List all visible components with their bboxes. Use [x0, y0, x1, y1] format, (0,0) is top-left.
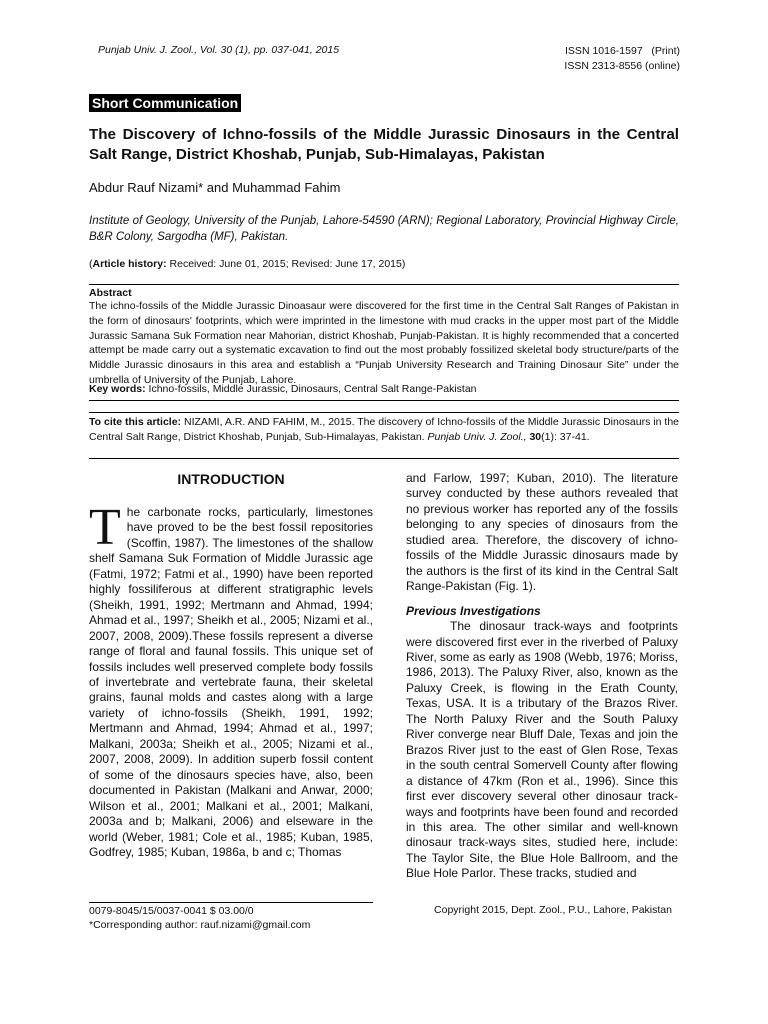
citation-text: NIZAMI, A.R. AND FAHIM, M., 2015. The discovery of Ichno-fossils of the Middle Jurassic Dinosaurs in the Central Salt Range, District Khoshab, Punjab, Sub-Himalayas, Pakistan. [89, 416, 679, 443]
introduction-heading: INTRODUCTION [177, 471, 285, 487]
citation-bottom-rule [89, 458, 679, 459]
issn-block [564, 44, 680, 74]
article-code: 0079-8045/15/0037-0041 $ 03.00/0 [89, 905, 254, 917]
history-text: Received: June 01, 2015; Revised: June 17, 2015) [166, 258, 406, 270]
introduction-body [89, 499, 373, 860]
author-list: Abdur Rauf Nizami* and Muhammad Fahim [89, 180, 341, 195]
keywords-text: Ichno-fossils, Middle Jurassic, Dinosaurs, Central Salt Range-Pakistan [145, 383, 477, 395]
abstract-heading: Abstract [89, 287, 132, 299]
citation-label: To cite this article: [89, 416, 182, 428]
article-type-badge: Short Communication [89, 94, 241, 112]
previous-investigations-heading: Previous Investigations [406, 603, 541, 618]
issn-online: ISSN 2313-8556 (online) [564, 60, 680, 72]
article-history [89, 258, 405, 270]
journal-reference: Punjab Univ. J. Zool., Vol. 30 (1), pp. 037-041, 2015 [98, 44, 340, 56]
issn-print: ISSN 1016-1597 (Print) [565, 45, 680, 57]
footnote-rule [89, 902, 373, 903]
history-open-paren: ( [89, 258, 93, 270]
right-column [406, 471, 678, 882]
abstract-body: The ichno-fossils of the Middle Jurassic Dinoasaur were discovered for the first time in the Central Salt Ranges of Pakistan in the form of dinosaurs' footprints, which were imprinted in the limestone with mud cracks in the upper most part of the Middle Jurassic Samana Suk Formation near Mahorian, district Khoshab, Punjab-Pakistan. It is highly recommended that a concerted attempt be made carry out a systematic excavation to find out the most probably fossilized skeletal body structure/parts of the Middle Jurassic dinosaurs in this area and establish a “Punjab University Research and Training Dinosaur Site” under the umbrella of University of the Punjab, Lahore. [89, 300, 679, 386]
citation-pages: (1): 37-41. [541, 431, 590, 443]
keywords [89, 383, 679, 395]
previous-investigations-text: The dinosaur track-ways and footprints were discovered first ever in the riverbed of Paluxy River, some as early as 1908 (Webb, 1976; Moriss, 1986, 2013). The Paluxy River, also, known as the Paluxy Creek, is flowing in the Erath County, Texas, USA. It is a tributary of the Brazos River. The North Paluxy River and the South Paluxy River converge near Bluff Dale, Texas and join the Brazos River just to the east of Glen Rose, Texas in the south central Somervell County after flowing a distance of 47km (Ron et al., 1996). Since this first ever discovery several other dinosaur track-ways and footprints have been found and recorded in this area. The other similar and well-known dinosaur track-ways sites, studied here, include: The Taylor Site, the Blue Hole Ballroom, and the Blue Hole Parlor. These tracks, studied and [406, 619, 678, 881]
citation-block [89, 415, 679, 445]
introduction-continued: and Farlow, 1997; Kuban, 2010). The literature survey conducted by these authors revealed that no previous worker has reported any of the fossils belonging to any species of dinosaurs from the studied area. Therefore, the discovery of ichno-fossils of the Middle Jurassic dinosaurs made by the authors is the first of its kind in the Central Salt Range-Pakistan (Fig. 1). [406, 471, 678, 594]
drop-cap: T [89, 499, 121, 556]
affiliation: Institute of Geology, University of the Punjab, Lahore-54590 (ARN); Regional Laboratory, Provincial Highway Circle, B&R Colony, Sargodha (MF), Pakistan. [89, 215, 679, 243]
introduction-text: he carbonate rocks, particularly, limestones have proved to be the best fossil repositories (Scoffin, 1987). The limestones of the shallow shelf Samana Suk Formation of Middle Jurassic age (Fatmi, 1972; Fatmi et al., 1990) have been reported highly fossiliferous at different stratigraphic levels (Sheikh, 1991, 1992; Mertmann and Ahmad, 1994; Ahmad et al., 1997; Sheikh et al., 2005; Nizami et al., 2007, 2008, 2009).These fossils represent a diverse range of floral and faunal fossils. This unique set of fossils includes well preserved complete body fossils of invertebrate and vertebrate fauna, their skeletal grains, faunal molds and castes along with a large variety of ichno-fossils (Sheikh, 1991, 1992; Mertmann and Ahmad, 1994; Ahmad et al., 1997; Malkani, 2003a; Sheikh et al., 2005; Nizami et al., 2007, 2008, 2009). In addition superb fossil content of some of the dinosaurs species have, also, been documented in Pakistan (Malkani and Anwar, 2000; Wilson et al., 2001; Malkani et al., 2001; Malkani, 2003a and b; Malkani, 2006) and elseware in the world (Weber, 1981; Cole et al., 1985; Kuban, 1985, Godfrey, 1985; Kuban, 1986a, b and c; Thomas [89, 505, 373, 859]
history-label: Article history: [92, 258, 167, 270]
abstract-top-rule [89, 284, 679, 285]
keywords-label: Key words: [89, 383, 146, 395]
copyright-notice: Copyright 2015, Dept. Zool., P.U., Lahore, Pakistan [434, 904, 672, 916]
citation-volume: 30 [526, 431, 542, 443]
article-title: The Discovery of Ichno-fossils of the Middle Jurassic Dinosaurs in the Central Salt Range, District Khoshab, Punjab, Sub-Himalayas, Pakistan [89, 126, 679, 163]
citation-top-rule [89, 412, 679, 413]
abstract-bottom-rule [89, 400, 679, 401]
corresponding-author: *Corresponding author: rauf.nizami@gmail.com [89, 919, 311, 931]
citation-journal: Punjab Univ. J. Zool., [427, 431, 527, 443]
footnote [89, 904, 310, 932]
